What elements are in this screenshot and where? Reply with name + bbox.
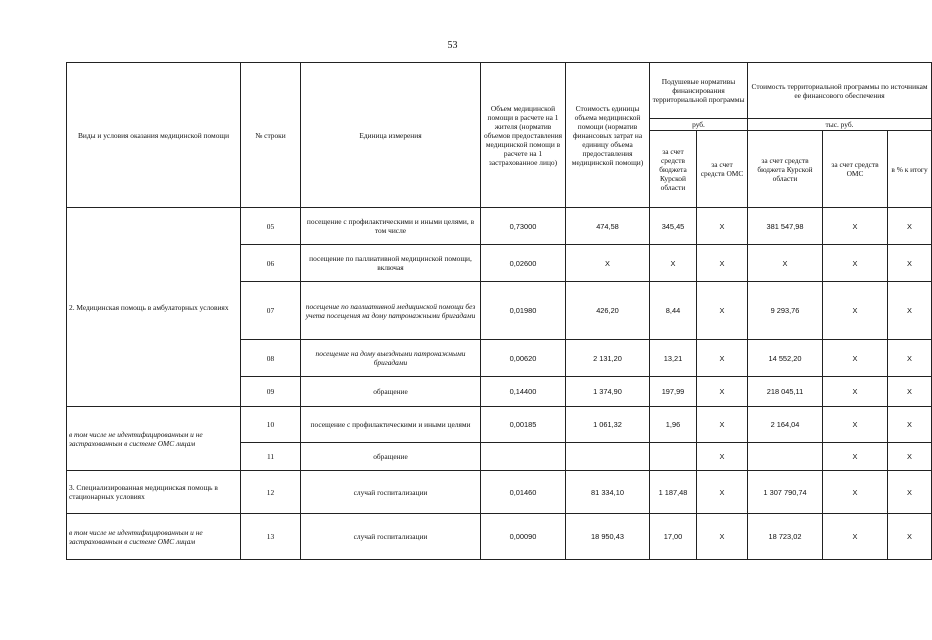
group-label: 3. Специализированная медицинская помощь в стационарных условиях <box>67 471 241 514</box>
row-number: 11 <box>241 443 301 471</box>
row-volume <box>481 443 566 471</box>
row-pc-oms: X <box>697 514 748 560</box>
financing-table <box>66 62 932 560</box>
table-row <box>67 471 932 514</box>
row-cost: 18 950,43 <box>566 514 650 560</box>
group-sub-label: в том числе не идентифицированным и не застрахованным в системе ОМС лицам <box>67 514 241 560</box>
row-pr-budget <box>748 443 823 471</box>
row-pr-oms: X <box>823 340 888 377</box>
row-pc-oms: X <box>697 208 748 245</box>
row-cost: 1 061,32 <box>566 407 650 443</box>
row-pr-oms: X <box>823 208 888 245</box>
row-pr-percent: X <box>888 443 932 471</box>
row-pr-budget: 1 307 790,74 <box>748 471 823 514</box>
row-number: 05 <box>241 208 301 245</box>
header-row-number: № строки <box>241 63 301 208</box>
header-volume: Объем медицинской помощи в расчете на 1 жителя (норматив объемов предоставления медицинской помощи в расчете на 1 застрахованное лицо) <box>481 63 566 208</box>
header-type: Виды и условия оказания медицинской помощи <box>67 63 241 208</box>
row-cost: 426,20 <box>566 282 650 340</box>
header-unit-thous-rub: тыс. руб. <box>748 119 932 131</box>
row-pc-budget: 1,96 <box>650 407 697 443</box>
row-unit: посещение с профилактическими и иными целями, в том числе <box>301 208 481 245</box>
row-pc-oms: X <box>697 282 748 340</box>
row-unit: обращение <box>301 377 481 407</box>
row-unit: посещение на дому выездными патронажными бригадами <box>301 340 481 377</box>
row-pr-oms: X <box>823 443 888 471</box>
row-number: 08 <box>241 340 301 377</box>
group-sub-label: в том числе не идентифицированным и не застрахованным в системе ОМС лицам <box>67 407 241 471</box>
header-pr-percent: в % к итогу <box>888 131 932 208</box>
table-row <box>67 407 932 443</box>
row-pc-budget: 345,45 <box>650 208 697 245</box>
row-pr-budget: X <box>748 245 823 282</box>
row-pr-oms: X <box>823 377 888 407</box>
row-cost: 474,58 <box>566 208 650 245</box>
row-pr-percent: X <box>888 471 932 514</box>
row-unit: случай госпитализации <box>301 514 481 560</box>
row-pr-budget: 2 164,04 <box>748 407 823 443</box>
table-row <box>67 208 932 245</box>
row-cost: 81 334,10 <box>566 471 650 514</box>
row-pc-oms: X <box>697 443 748 471</box>
row-pr-percent: X <box>888 377 932 407</box>
row-cost <box>566 443 650 471</box>
header-unit: Единица измерения <box>301 63 481 208</box>
row-pr-budget: 381 547,98 <box>748 208 823 245</box>
row-number: 07 <box>241 282 301 340</box>
row-volume: 0,00185 <box>481 407 566 443</box>
row-pr-percent: X <box>888 514 932 560</box>
row-number: 13 <box>241 514 301 560</box>
header-unit-cost: Стоимость единицы объема медицинской помощи (норматив финансовых затрат на единицу объема предоставления медицинской помощи) <box>566 63 650 208</box>
row-pc-oms: X <box>697 407 748 443</box>
row-pc-oms: X <box>697 377 748 407</box>
row-cost: X <box>566 245 650 282</box>
row-pr-budget: 14 552,20 <box>748 340 823 377</box>
row-pc-budget: 8,44 <box>650 282 697 340</box>
row-pr-percent: X <box>888 208 932 245</box>
row-pc-budget: 13,21 <box>650 340 697 377</box>
row-pr-percent: X <box>888 407 932 443</box>
row-pc-budget <box>650 443 697 471</box>
header-unit-rub: руб. <box>650 119 748 131</box>
row-pc-oms: X <box>697 340 748 377</box>
row-number: 10 <box>241 407 301 443</box>
row-volume: 0,02600 <box>481 245 566 282</box>
row-pr-percent: X <box>888 245 932 282</box>
row-pr-oms: X <box>823 245 888 282</box>
row-volume: 0,00620 <box>481 340 566 377</box>
header-program-cost: Стоимость территориальной программы по источникам ее финансового обеспечения <box>748 63 932 119</box>
row-unit: посещение по паллиативной медицинской помощи, включая <box>301 245 481 282</box>
header-pc-oms: за счет средств ОМС <box>697 131 748 208</box>
row-unit: случай госпитализации <box>301 471 481 514</box>
header-pr-budget: за счет средств бюджета Курской области <box>748 131 823 208</box>
page-number: 53 <box>447 40 458 51</box>
row-pc-budget: X <box>650 245 697 282</box>
row-unit: посещение по паллиативной медицинской помощи без учета посещения на дому патронажными бригадами <box>301 282 481 340</box>
row-pr-oms: X <box>823 514 888 560</box>
row-pc-budget: 1 187,48 <box>650 471 697 514</box>
row-cost: 2 131,20 <box>566 340 650 377</box>
row-volume: 0,14400 <box>481 377 566 407</box>
row-number: 09 <box>241 377 301 407</box>
row-pr-oms: X <box>823 407 888 443</box>
row-pc-oms: X <box>697 245 748 282</box>
row-volume: 0,00090 <box>481 514 566 560</box>
row-unit: обращение <box>301 443 481 471</box>
row-volume: 0,01460 <box>481 471 566 514</box>
row-unit: посещение с профилактическими и иными целями <box>301 407 481 443</box>
row-pc-budget: 197,99 <box>650 377 697 407</box>
row-cost: 1 374,90 <box>566 377 650 407</box>
header-pc-budget: за счет средств бюджета Курской области <box>650 131 697 208</box>
row-pc-budget: 17,00 <box>650 514 697 560</box>
row-pr-oms: X <box>823 282 888 340</box>
header-pr-oms: за счет средств ОМС <box>823 131 888 208</box>
header-per-capita: Подушевые нормативы финансирования территориальной программы <box>650 63 748 119</box>
row-volume: 0,73000 <box>481 208 566 245</box>
row-number: 12 <box>241 471 301 514</box>
table-row <box>67 514 932 560</box>
row-pr-budget: 9 293,76 <box>748 282 823 340</box>
group-label: 2. Медицинская помощь в амбулаторных условиях <box>67 208 241 407</box>
row-pc-oms: X <box>697 471 748 514</box>
row-pr-percent: X <box>888 282 932 340</box>
row-number: 06 <box>241 245 301 282</box>
row-pr-budget: 218 045,11 <box>748 377 823 407</box>
row-pr-percent: X <box>888 340 932 377</box>
row-volume: 0,01980 <box>481 282 566 340</box>
row-pr-oms: X <box>823 471 888 514</box>
row-pr-budget: 18 723,02 <box>748 514 823 560</box>
